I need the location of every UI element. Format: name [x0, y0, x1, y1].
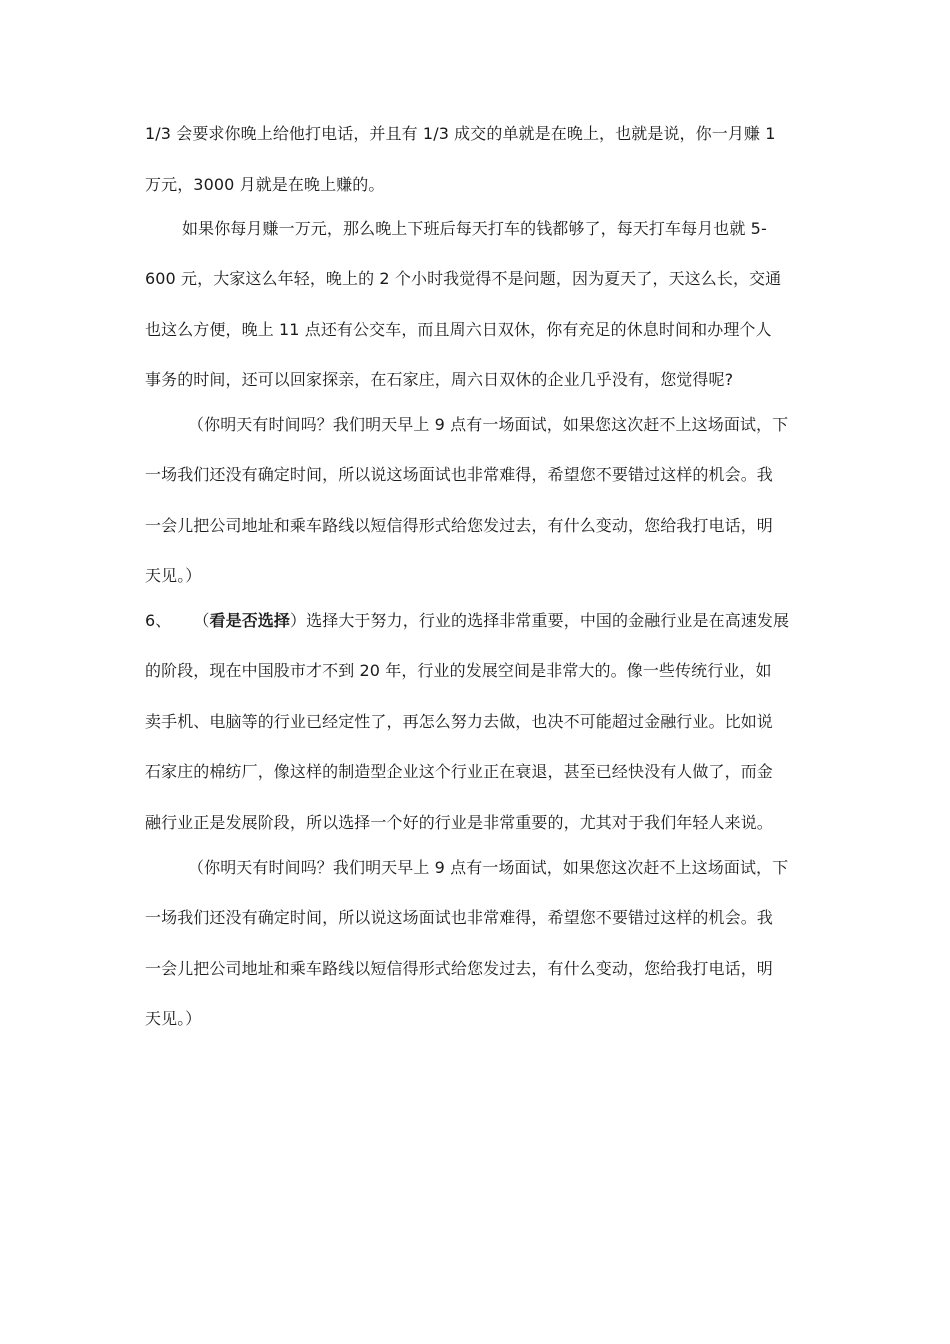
open-paren: （ — [193, 611, 210, 630]
item-6-line-2: 的阶段，现在中国股市才不到 20 年，行业的发展空间是非常大的。像一些传统行业，如 — [145, 661, 772, 680]
paragraph-3-line-3: 一会儿把公司地址和乘车路线以短信得形式给您发过去，有什么变动，您给我打电话，明 — [145, 516, 773, 535]
paragraph-3-line-4: 天见。） — [145, 566, 202, 585]
paragraph-2-line-4: 事务的时间，还可以回家探亲，在石家庄，周六日双休的企业几乎没有，您觉得呢? — [145, 370, 734, 389]
item-6-line-5: 融行业正是发展阶段，所以选择一个好的行业是非常重要的，尤其对于我们年轻人来说。 — [145, 813, 773, 832]
paragraph-5-line-3: 一会儿把公司地址和乘车路线以短信得形式给您发过去，有什么变动，您给我打电话，明 — [145, 959, 773, 978]
item-number: 6、 — [145, 611, 172, 630]
item-6-line-1 — [145, 611, 815, 631]
paragraph-1-line-2: 万元，3000 月就是在晚上赚的。 — [145, 175, 385, 194]
item-6-line-3: 卖手机、电脑等的行业已经定性了，再怎么努力去做，也决不可能超过金融行业。比如说 — [145, 712, 773, 731]
paragraph-3-line-1: （你明天有时间吗？我们明天早上 9 点有一场面试，如果您这次赶不上这场面试，下 — [188, 415, 789, 434]
bold-label: 看是否选择 — [209, 611, 291, 630]
paragraph-5-line-4: 天见。） — [145, 1009, 202, 1028]
paragraph-5-line-1: （你明天有时间吗？我们明天早上 9 点有一场面试，如果您这次赶不上这场面试，下 — [188, 858, 789, 877]
paragraph-2-line-3: 也这么方便，晚上 11 点还有公交车，而且周六日双休，你有充足的休息时间和办理个人 — [145, 320, 772, 339]
paragraph-2-line-2: 600 元，大家这么年轻，晚上的 2 个小时我觉得不是问题，因为夏天了，天这么长，交通 — [145, 269, 782, 288]
paragraph-3-line-2: 一场我们还没有确定时间，所以说这场面试也非常难得，希望您不要错过这样的机会。我 — [145, 465, 773, 484]
paragraph-1-line-1: 1/3 会要求你晚上给他打电话，并且有 1/3 成交的单就是在晚上，也就是说，你一月赚 1 — [145, 124, 776, 143]
paragraph-2-line-1: 如果你每月赚一万元，那么晚上下班后每天打车的钱都够了，每天打车每月也就 5- — [182, 219, 767, 238]
item-6-line-4: 石家庄的棉纺厂，像这样的制造型企业这个行业正在衰退，甚至已经快没有人做了，而金 — [145, 762, 773, 781]
paragraph-5-line-2: 一场我们还没有确定时间，所以说这场面试也非常难得，希望您不要错过这样的机会。我 — [145, 908, 773, 927]
item-6-line-1-rest: ）选择大于努力，行业的选择非常重要，中国的金融行业是在高速发展 — [290, 611, 790, 630]
